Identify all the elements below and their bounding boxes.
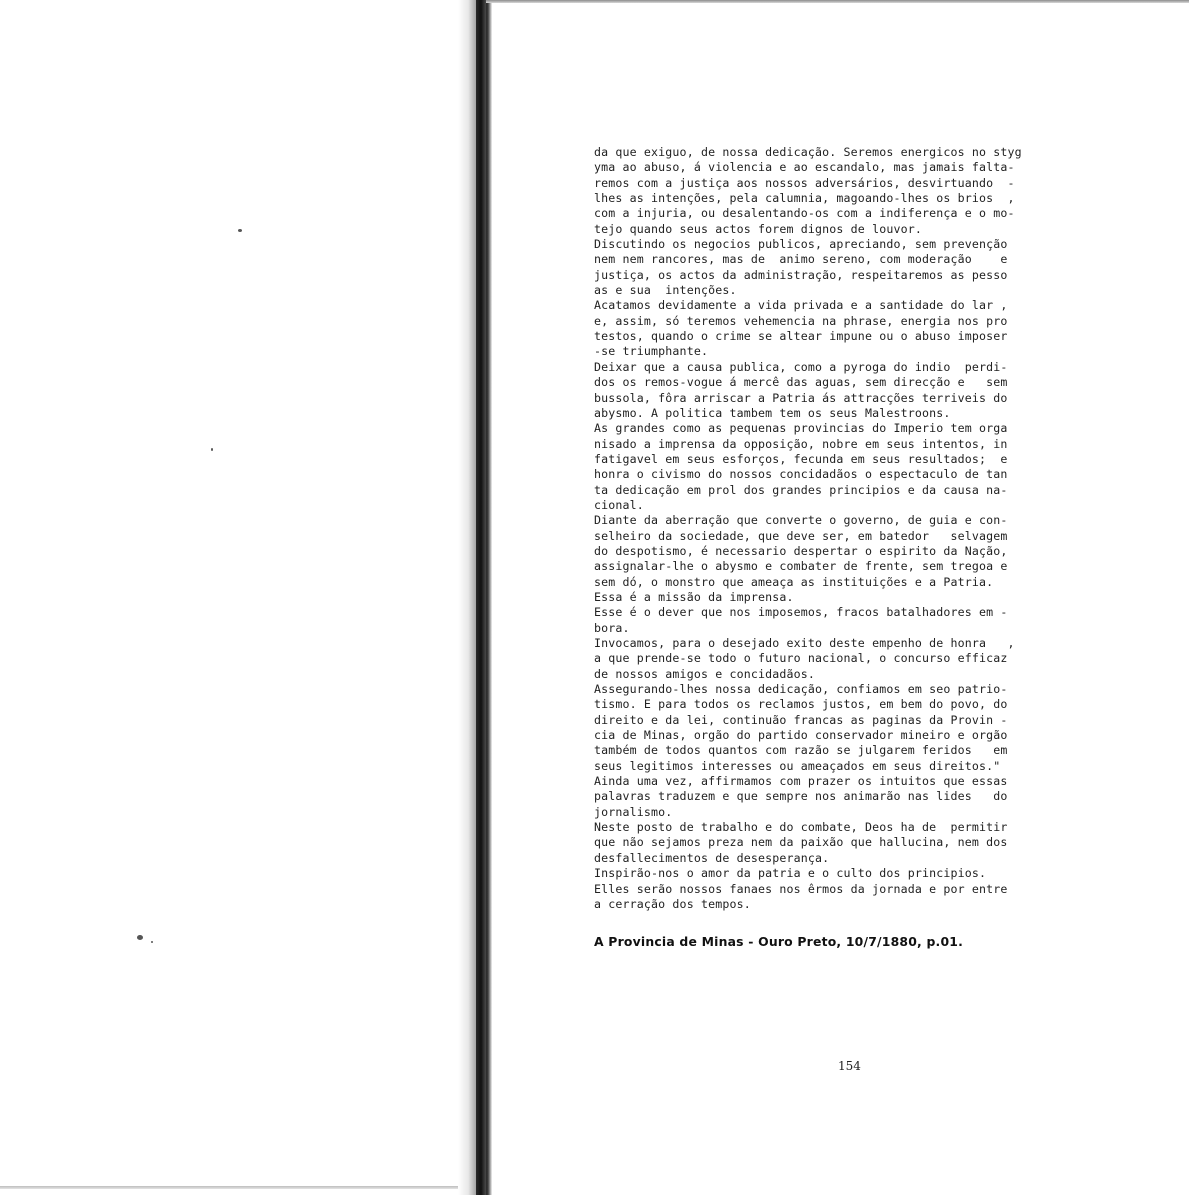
- scan-speck: [151, 941, 153, 943]
- text-line: Deixar que a causa publica, como a pyroga do indio perdi-: [594, 359, 1008, 374]
- body-text: [594, 145, 1100, 912]
- scan-speck: [137, 935, 143, 940]
- text-line: tismo. E para todos os reclamos justos, em bem do povo, do: [594, 697, 1008, 712]
- text-line: lhes as intenções, pela calumnia, magoando-lhes os brios ,: [594, 191, 1015, 206]
- text-line: tejo quando seus actos forem dignos de louvor.: [594, 221, 922, 236]
- text-line: sem dó, o monstro que ameaça as instituições e a Patria.: [594, 574, 994, 589]
- text-line: As grandes como as pequenas provincias do Imperio tem orga: [594, 421, 1008, 436]
- text-line: Discutindo os negocios publicos, apreciando, sem prevenção: [594, 237, 1008, 252]
- text-line: remos com a justiça aos nossos adversários, desvirtuando -: [594, 175, 1015, 190]
- text-line: Neste posto de trabalho e do combate, Deos ha de permitir: [594, 820, 1008, 835]
- text-line: direito e da lei, continuão francas as paginas da Provin -: [594, 712, 1008, 727]
- text-line: Elles serão nossos fanaes nos êrmos da jornada e por entre: [594, 881, 1008, 896]
- text-line: bora.: [594, 620, 630, 635]
- text-line: fatigavel em seus esforços, fecunda em seus resultados; e: [594, 451, 1008, 466]
- left-page-bottom-edge: [0, 1186, 476, 1189]
- text-line: testos, quando o crime se altear impune ou o abuso imposer: [594, 329, 1008, 344]
- text-line: Assegurando-lhes nossa dedicação, confiamos em seo patrio-: [594, 682, 1008, 697]
- scan-speck: [238, 229, 242, 232]
- text-line: seus legitimos interesses ou ameaçados em seus direitos.": [594, 758, 1001, 773]
- text-line: ta dedicação em prol dos grandes principios e da causa na-: [594, 482, 1008, 497]
- text-line: de nossos amigos e concidadãos.: [594, 666, 816, 681]
- text-line: abysmo. A politica tambem tem os seus Malestroons.: [594, 405, 951, 420]
- text-line: com a injuria, ou desalentando-os com a indiferença e o mo-: [594, 206, 1015, 221]
- text-line: a que prende-se todo o futuro nacional, o concurso efficaz: [594, 651, 1008, 666]
- text-line: Acatamos devidamente a vida privada e a santidade do lar ,: [594, 298, 1008, 313]
- text-line: bussola, fôra arriscar a Patria ás attracções terriveis do: [594, 390, 1008, 405]
- text-line: nisado a imprensa da opposição, nobre em seus intentos, in: [594, 436, 1008, 451]
- text-line: cia de Minas, orgão do partido conservador mineiro e orgão: [594, 728, 1008, 743]
- text-line: Essa é a missão da imprensa.: [594, 589, 794, 604]
- text-line: do despotismo, é necessario despertar o espirito da Nação,: [594, 543, 1008, 558]
- text-line: também de todos quantos com razão se julgarem feridos em: [594, 743, 1008, 758]
- text-line: honra o civismo do nossos concidadãos o espectaculo de tan: [594, 467, 1008, 482]
- left-blank-page: [0, 0, 476, 1195]
- text-line: yma ao abuso, á violencia e ao escandalo, mas jamais falta-: [594, 160, 1015, 175]
- text-line: desfallecimentos de desesperança.: [594, 850, 830, 865]
- scan-speck: [211, 448, 213, 451]
- citation: A Provincia de Minas - Ouro Preto, 10/7/1880, p.01.: [594, 934, 964, 949]
- book-gutter: [476, 0, 486, 1195]
- text-line: da que exiguo, de nossa dedicação. Seremos energicos no styg: [594, 145, 1022, 159]
- text-line: e, assim, só teremos vehemencia na phrase, energia nos pro: [594, 313, 1008, 328]
- text-line: dos os remos-vogue á mercê das aguas, sem direcção e sem: [594, 375, 1008, 390]
- text-line: justiça, os actos da administração, respeitaremos as pesso: [594, 267, 1008, 282]
- text-line: Ainda uma vez, affirmamos com prazer os intuitos que essas: [594, 774, 1008, 789]
- book-binding-shadow: [458, 0, 492, 1195]
- page-number: 154: [838, 1059, 861, 1073]
- text-line: assignalar-lhe o abysmo e combater de frente, sem tregoa e: [594, 559, 1008, 574]
- text-line: Diante da aberração que converte o governo, de guia e con-: [594, 513, 1008, 528]
- text-line: Esse é o dever que nos imposemos, fracos batalhadores em -: [594, 605, 1008, 620]
- text-line: nem nem rancores, mas de animo sereno, com moderação e: [594, 252, 1008, 267]
- text-line: as e sua intenções.: [594, 283, 737, 298]
- text-line: que não sejamos preza nem da paixão que hallucina, nem dos: [594, 835, 1008, 850]
- text-line: a cerração dos tempos.: [594, 896, 751, 911]
- text-line: jornalismo.: [594, 804, 673, 819]
- text-line: palavras traduzem e que sempre nos animarão nas lides do: [594, 789, 1008, 804]
- text-line: selheiro da sociedade, que deve ser, em batedor selvagem: [594, 528, 1008, 543]
- text-line: Invocamos, para o desejado exito deste empenho de honra ,: [594, 636, 1015, 650]
- text-line: Inspirão-nos o amor da patria e o culto dos principios.: [594, 866, 987, 881]
- text-line: -se triumphante.: [594, 344, 709, 359]
- text-line: cional.: [594, 497, 644, 512]
